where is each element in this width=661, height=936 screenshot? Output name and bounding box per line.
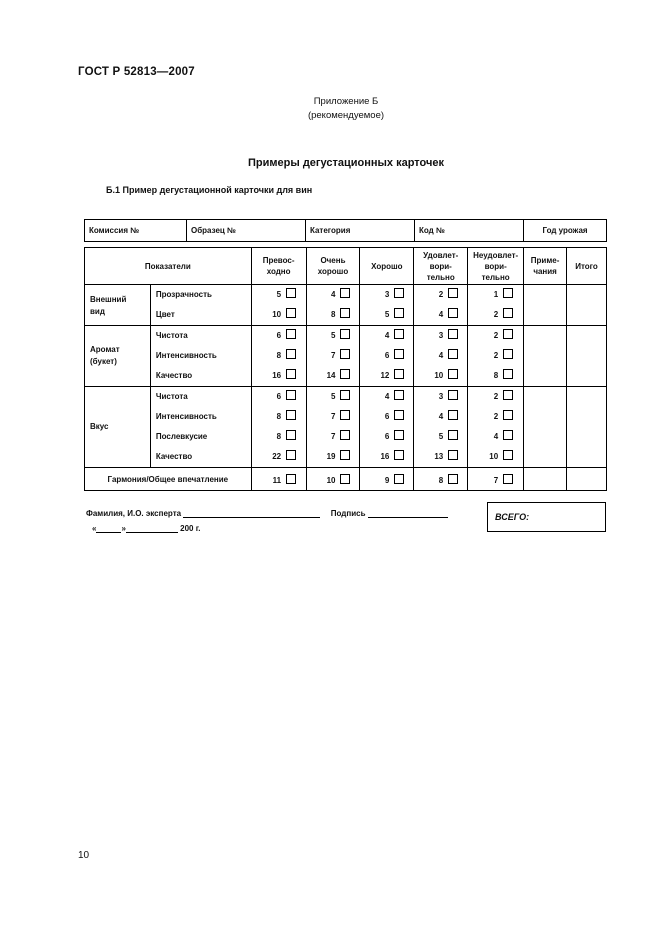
score-value: 2 [493, 412, 499, 421]
score-value: 13 [434, 452, 444, 461]
score-value: 9 [384, 475, 390, 485]
harmony-row [85, 468, 607, 491]
checkbox[interactable] [394, 288, 404, 298]
checkbox[interactable] [340, 430, 350, 440]
checkbox[interactable] [394, 430, 404, 440]
checkbox[interactable] [340, 369, 350, 379]
score-column [306, 387, 360, 468]
year-suffix: г. [195, 524, 201, 533]
score-value: 5 [276, 290, 282, 299]
appendix-note: (рекомендуемое) [307, 110, 385, 121]
checkbox[interactable] [340, 329, 350, 339]
checkbox[interactable] [503, 390, 513, 400]
score-value: 7 [331, 432, 336, 441]
score-column [468, 387, 524, 468]
expert-name-field[interactable] [183, 507, 320, 518]
day-field[interactable] [96, 522, 121, 533]
score-value: 8 [276, 351, 282, 360]
checkbox[interactable] [340, 410, 350, 420]
notes-cell[interactable] [524, 285, 567, 326]
checkbox[interactable] [448, 450, 458, 460]
code-field: Код № [415, 220, 524, 242]
checkbox[interactable] [448, 308, 458, 318]
row-label: Прозрачность [155, 290, 212, 299]
checkbox[interactable] [503, 349, 513, 359]
header-satisfactory [414, 248, 468, 285]
checkbox[interactable] [286, 308, 296, 318]
signature-label: Подпись [330, 509, 366, 518]
checkbox[interactable] [448, 474, 458, 484]
score-value: 5 [331, 331, 336, 340]
group-name-line2: вид [90, 307, 105, 316]
appendix-title: Приложение Б [313, 96, 379, 107]
checkbox[interactable] [503, 308, 513, 318]
score-value: 22 [272, 452, 282, 461]
group-appearance [85, 285, 607, 326]
group-name [85, 285, 151, 326]
score-value: 5 [331, 392, 336, 401]
score-value: 12 [380, 371, 390, 380]
score-value: 11 [272, 475, 282, 485]
score-value: 4 [438, 412, 444, 421]
score-column [468, 326, 524, 387]
score-value: 16 [272, 371, 282, 380]
score-value: 4 [384, 392, 390, 401]
score-value: 4 [438, 351, 444, 360]
header-notes [524, 248, 567, 285]
checkbox[interactable] [448, 288, 458, 298]
header-very-good [306, 248, 360, 285]
row-label: Послевкусие [155, 432, 208, 441]
score-column [360, 387, 414, 468]
score-value: 10 [272, 310, 282, 319]
row-label: Чистота [155, 392, 188, 401]
score-column [360, 285, 414, 326]
header-excellent-line2: ходно [266, 267, 291, 276]
score-value: 4 [331, 290, 336, 299]
row-label: Качество [155, 371, 193, 380]
checkbox[interactable] [394, 308, 404, 318]
harmony-label: Гармония/Общее впечатление [85, 468, 252, 491]
checkbox[interactable] [448, 390, 458, 400]
checkbox[interactable] [503, 450, 513, 460]
row-label: Интенсивность [155, 351, 217, 360]
score-value: 8 [493, 371, 499, 380]
score-value: 5 [384, 310, 390, 319]
checkbox[interactable] [503, 410, 513, 420]
score-column [306, 285, 360, 326]
tasting-score-table [84, 247, 607, 491]
score-value: 5 [438, 432, 444, 441]
score-value: 3 [384, 290, 390, 299]
score-value: 2 [438, 290, 444, 299]
table-header-row [85, 248, 607, 285]
group-aroma [85, 326, 607, 387]
checkbox[interactable] [448, 349, 458, 359]
checkbox[interactable] [286, 288, 296, 298]
header-very-good-line2: хорошо [317, 267, 349, 276]
checkbox[interactable] [286, 390, 296, 400]
grand-total-box[interactable] [487, 502, 606, 532]
checkbox[interactable] [286, 410, 296, 420]
checkbox[interactable] [448, 329, 458, 339]
header-indicators: Показатели [85, 248, 252, 285]
score-column [306, 326, 360, 387]
header-unsatisfactory-line1: Неудовлет- [473, 250, 519, 260]
checkbox[interactable] [340, 450, 350, 460]
checkbox[interactable] [394, 410, 404, 420]
checkbox[interactable] [286, 369, 296, 379]
checkbox[interactable] [286, 450, 296, 460]
month-field[interactable] [126, 522, 178, 533]
date-close-quote: » [121, 524, 126, 533]
header-very-good-line1: Очень [320, 256, 346, 265]
score-value: 4 [384, 331, 390, 340]
score-value: 8 [276, 412, 282, 421]
score-column [468, 285, 524, 326]
notes-cell[interactable] [524, 468, 567, 491]
checkbox[interactable] [448, 369, 458, 379]
signature-field[interactable] [368, 507, 448, 518]
checkbox[interactable] [448, 430, 458, 440]
checkbox[interactable] [340, 390, 350, 400]
category-field: Категория [306, 220, 415, 242]
score-value: 6 [384, 412, 390, 421]
checkbox[interactable] [394, 390, 404, 400]
header-excellent-line1: Превос- [262, 256, 295, 265]
notes-cell[interactable] [524, 387, 567, 468]
score-value: 2 [493, 392, 499, 401]
checkbox[interactable] [394, 450, 404, 460]
score-value: 7 [331, 351, 336, 360]
header-satisfactory-line3: тельно [426, 272, 455, 282]
grand-total-label: ВСЕГО: [495, 512, 530, 522]
row-label: Интенсивность [155, 412, 217, 421]
row-label: Качество [155, 452, 193, 461]
header-unsatisfactory [468, 248, 524, 285]
group-name-line2: (букет) [90, 357, 117, 366]
score-value: 2 [493, 310, 499, 319]
score-value: 8 [276, 432, 282, 441]
score-value: 14 [326, 371, 336, 380]
header-excellent [251, 248, 306, 285]
total-cell[interactable] [567, 468, 607, 491]
score-value: 3 [438, 392, 444, 401]
score-value: 10 [434, 371, 444, 380]
group-name-line1: Вкус [90, 422, 109, 431]
score-column [414, 326, 468, 387]
score-value: 6 [276, 331, 282, 340]
checkbox[interactable] [503, 430, 513, 440]
checkbox[interactable] [448, 410, 458, 420]
checkbox[interactable] [394, 349, 404, 359]
score-value: 10 [326, 475, 336, 485]
score-value: 8 [438, 475, 444, 485]
document-code: ГОСТ Р 52813—2007 [78, 66, 195, 78]
score-value: 6 [384, 351, 390, 360]
group-name-line1: Внешний [90, 295, 127, 304]
expert-signature-line [86, 507, 448, 518]
checkbox[interactable] [340, 288, 350, 298]
score-value: 1 [493, 290, 499, 299]
checkbox[interactable] [286, 430, 296, 440]
header-total: Итого [567, 248, 607, 285]
header-unsatisfactory-line2: вори- [484, 261, 507, 271]
score-value: 16 [380, 452, 390, 461]
checkbox[interactable] [286, 329, 296, 339]
checkbox[interactable] [394, 474, 404, 484]
score-column [251, 387, 306, 468]
score-value: 19 [326, 452, 336, 461]
score-value: 2 [493, 331, 499, 340]
year-prefix: 200 [180, 524, 194, 533]
total-cell[interactable] [567, 285, 607, 326]
main-title: Примеры дегустационных карточек [248, 157, 444, 169]
year-field: Год урожая [524, 220, 607, 242]
checkbox[interactable] [286, 349, 296, 359]
score-value: 7 [493, 475, 499, 485]
section-title: Б.1 Пример дегустационной карточки для вин [106, 185, 313, 195]
score-column [360, 326, 414, 387]
header-unsatisfactory-line3: тельно [481, 272, 510, 282]
expert-name-label: Фамилия, И.О. эксперта [86, 509, 182, 518]
group-rows-labels [150, 326, 251, 387]
checkbox[interactable] [340, 474, 350, 484]
header-good: Хорошо [360, 248, 414, 285]
score-value: 3 [438, 331, 444, 340]
date-open-quote: « [92, 524, 97, 533]
checkbox[interactable] [286, 474, 296, 484]
checkbox[interactable] [503, 474, 513, 484]
header-notes-line1: Приме- [530, 256, 560, 265]
score-value: 4 [438, 310, 444, 319]
score-value: 6 [276, 392, 282, 401]
group-rows-labels [150, 387, 251, 468]
card-header-table [84, 219, 607, 242]
total-cell[interactable] [567, 387, 607, 468]
score-value: 8 [331, 310, 336, 319]
score-column [414, 387, 468, 468]
total-cell[interactable] [567, 326, 607, 387]
page-number: 10 [78, 850, 90, 861]
score-value: 10 [489, 452, 499, 461]
appendix-heading [200, 95, 492, 123]
notes-cell[interactable] [524, 326, 567, 387]
header-satisfactory-line2: вори- [429, 261, 452, 271]
group-name [85, 326, 151, 387]
checkbox[interactable] [340, 308, 350, 318]
sample-field: Образец № [187, 220, 306, 242]
score-column [414, 285, 468, 326]
score-value: 2 [493, 351, 499, 360]
group-name [85, 387, 151, 468]
commission-field: Комиссия № [85, 220, 187, 242]
checkbox[interactable] [340, 349, 350, 359]
checkbox[interactable] [394, 329, 404, 339]
row-label: Чистота [155, 331, 188, 340]
row-label: Цвет [155, 310, 175, 319]
score-value: 6 [384, 432, 390, 441]
checkbox[interactable] [394, 369, 404, 379]
checkbox[interactable] [503, 369, 513, 379]
date-line [92, 522, 201, 533]
group-taste [85, 387, 607, 468]
checkbox[interactable] [503, 288, 513, 298]
header-notes-line2: чания [533, 267, 557, 276]
score-column [251, 285, 306, 326]
header-satisfactory-line1: Удовлет- [423, 250, 459, 260]
score-column [251, 326, 306, 387]
checkbox[interactable] [503, 329, 513, 339]
group-name-line1: Аромат [90, 345, 120, 354]
score-value: 4 [493, 432, 499, 441]
score-value: 7 [331, 412, 336, 421]
group-rows-labels [150, 285, 251, 326]
